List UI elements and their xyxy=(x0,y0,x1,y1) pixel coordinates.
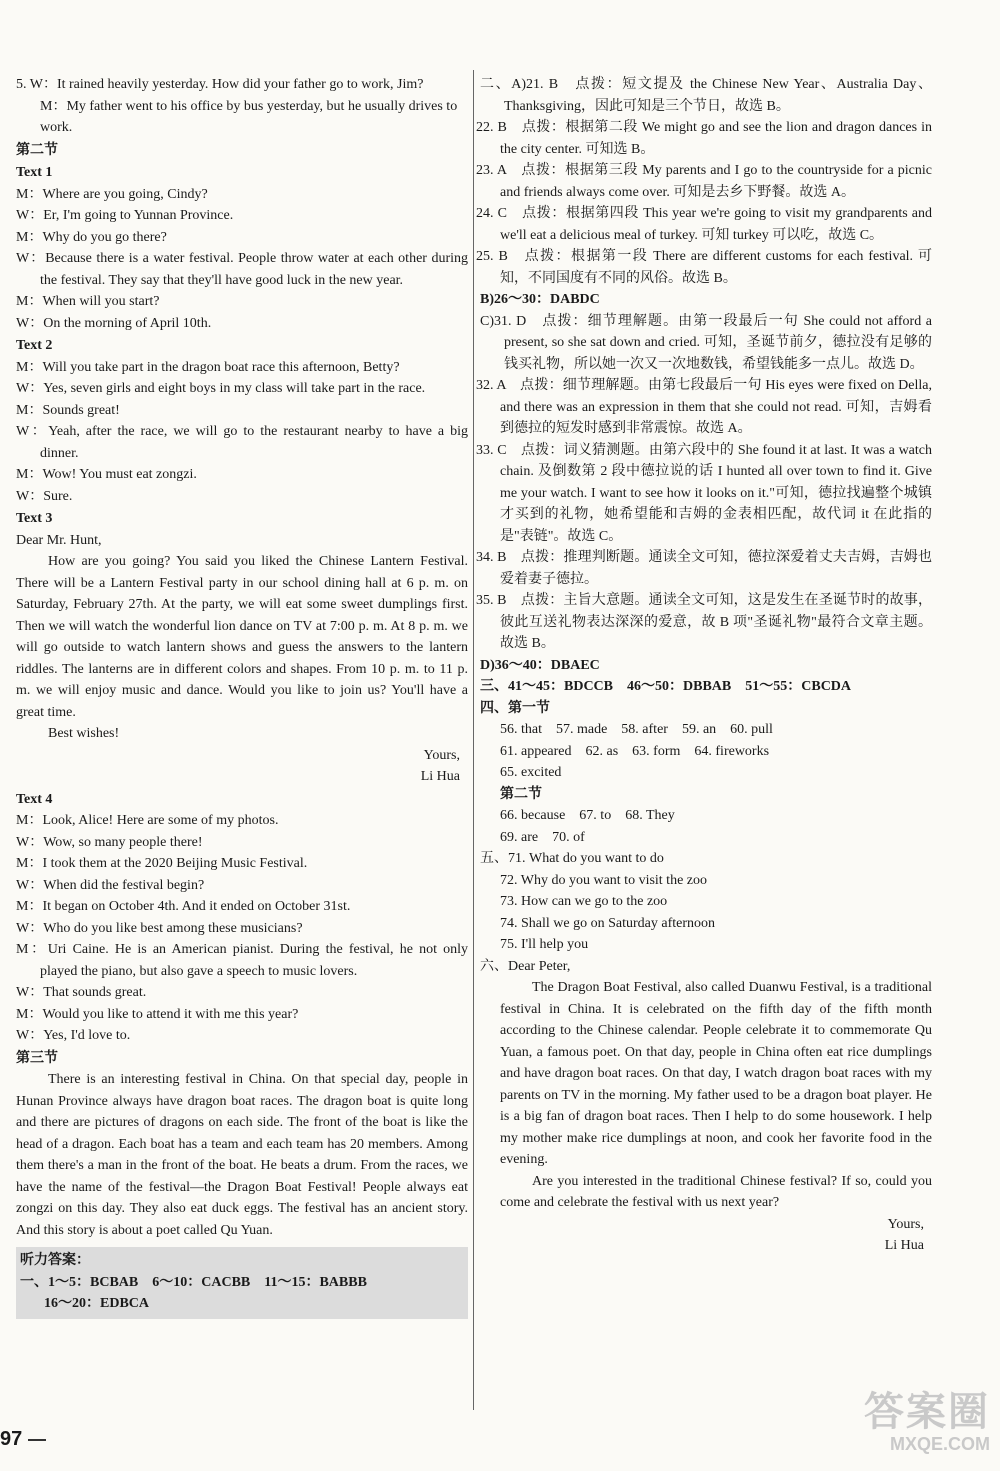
answers-title: 听力答案： xyxy=(20,1253,90,1268)
text1-line: W：Because there is a water festival. People throw water at each other during the festival. They say that they'll have good luck in the new year. xyxy=(16,251,468,288)
page-number: 97 xyxy=(0,1428,46,1451)
text3-closing: Best wishes! xyxy=(48,726,120,741)
section4-row: 65. excited xyxy=(500,765,562,780)
answer-item: 23. A 点拨：根据第三段 My parents and I go to the countryside for a picnic and friends always come over. 可知是去乡下野餐。故选 A。 xyxy=(476,163,932,200)
answer-item: B)26～30：DABDC xyxy=(480,292,600,307)
section5-row: 75. I'll help you xyxy=(500,937,589,952)
left-column xyxy=(16,74,468,1319)
text3-greeting: Dear Mr. Hunt, xyxy=(16,532,102,548)
watermark-logo xyxy=(820,1390,990,1460)
text4-line: M：It began on October 4th. And it ended on October 31st. xyxy=(16,899,351,914)
watermark-url: MXQE.COM xyxy=(889,1434,990,1454)
section6-greeting: 六、Dear Peter, xyxy=(480,958,571,974)
answer-item: 32. A 点拨：细节理解题。由第七段最后一句 His eyes were fixed on Della, and there was an expression in them that she could not read. 可知，吉姆看到德拉的短发时感到非常震惊。故选 A。 xyxy=(476,378,932,436)
text1-title: Text 1 xyxy=(16,165,53,180)
section3-title: 第三节 xyxy=(16,1050,58,1066)
text2-line: W：Yeah, after the race, we will go to the restaurant nearby to have a big dinner. xyxy=(16,424,468,461)
listening-answers-box xyxy=(16,1247,468,1319)
text2-title: Text 2 xyxy=(16,338,53,353)
text2-line: M：Sounds great! xyxy=(16,402,120,418)
section2-title: 第二节 xyxy=(16,142,58,158)
text1-line: M：Where are you going, Cindy? xyxy=(16,186,208,202)
text4-line: W：Who do you like best among these musicians? xyxy=(16,920,303,936)
section4b-row: 69. are 70. of xyxy=(500,829,585,845)
answer-item: 25. B 点拨：根据第一段 There are different customs for each festival. 可知，不同国度有不同的风俗。故选 B。 xyxy=(476,249,932,286)
text1-line: W：Er, I'm going to Yunnan Province. xyxy=(16,208,234,223)
text1-line: M：Why do you go there? xyxy=(16,229,167,245)
text1-line: M：When will you start? xyxy=(16,294,160,309)
column-divider xyxy=(473,70,474,1410)
section5-row: 72. Why do you want to visit the zoo xyxy=(500,872,707,888)
text4-title: Text 4 xyxy=(16,791,53,807)
answer-item: D)36～40：DBAEC xyxy=(480,657,600,673)
section5-row: 74. Shall we go on Saturday afternoon xyxy=(500,915,716,931)
section4-row: 61. appeared 62. as 63. form 64. fireworks xyxy=(500,743,770,759)
text1-line: W：On the morning of April 10th. xyxy=(16,315,212,331)
text4-line: W：That sounds great. xyxy=(16,985,147,1000)
section6-yours: Yours, xyxy=(887,1216,924,1232)
text2-line: M：Will you take part in the dragon boat race this afternoon, Betty? xyxy=(16,359,400,375)
section6-letter xyxy=(480,977,932,1257)
text4-line: M：Would you like to attend it with me this year? xyxy=(16,1006,299,1022)
answers-line-1: 一、1～5：BCBAB 6～10：CACBB 11～15：BABBB xyxy=(20,1274,367,1290)
text4-line: W：Wow, so many people there! xyxy=(16,834,203,850)
text2-line: M：Wow! You must eat zongzi. xyxy=(16,467,197,482)
text3-title: Text 3 xyxy=(16,511,53,526)
text2-line: W：Sure. xyxy=(16,488,73,504)
text3-signature: Li Hua xyxy=(420,769,460,784)
right-column xyxy=(476,74,932,1257)
section6-paragraph-1: The Dragon Boat Festival, also called Duanwu Festival, is a traditional festival in China. It is celebrated on the fifth day of the fifth month according to the Chinese calendar. People celebrate it to commemorate Qu Yuan, a famous poet. On that day, people in China often eat rice dumplings and have dragon boat races. On that day, I watch dragon boat races with my parents on TV in the morning. My father used to be a dragon boat player. He is a big fan of dragon boat races. Then I help to do some housework. I help my mother make rice dumplings at noon, and cook her favorite food in the evening. xyxy=(500,980,932,1167)
section4-row: 56. that 57. made 58. after 59. an 60. pull xyxy=(500,722,773,737)
answer-item: 22. B 点拨：根据第二段 We might go and see the lion and dragon dances in the city center. 可知选 B。 xyxy=(476,120,932,157)
text4-line: M：Look, Alice! Here are some of my photos. xyxy=(16,813,279,828)
answer-item: 34. B 点拨：推理判断题。通读全文可知，德拉深爱着丈夫吉姆，吉姆也爱着妻子德拉。 xyxy=(476,550,932,587)
section5-row: 73. How can we go to the zoo xyxy=(500,894,668,909)
section6-signature: Li Hua xyxy=(884,1238,924,1253)
answers-line-2: 16～20：EDBCA xyxy=(44,1296,150,1311)
answer-item: 33. C 点拨：词义猜测题。由第六段中的 She found it at last. It was a watch chain. 及倒数第 2 段中德拉说的话 I hunted all over town to find it. Give me your watch. I want to see how it looks on it."可知，德拉找遍整个城镇才买到的礼物，她希望能和吉姆的金表相匹配，故代词 it 在此指的是"表链"。故选 C。 xyxy=(476,442,932,544)
q5-woman-line: 5. W：It rained heavily yesterday. How did your father go to work, Jim? xyxy=(16,77,424,92)
section6-paragraph-2: Are you interested in the traditional Chinese festival? If so, could you come and celebrate the festival with us next year? xyxy=(500,1173,932,1210)
section4b-row: 66. because 67. to 68. They xyxy=(500,808,675,823)
text4-line: W：Yes, I'd love to. xyxy=(16,1028,131,1043)
section4b-title: 第二节 xyxy=(500,786,542,802)
answer-item: C)31. D 点拨：细节理解题。由第一段最后一句 She could not afford a present, so she sat down and cried. 可知，圣诞节前夕，德拉没有足够的钱买礼物，所以她一次又一次地数钱，希望钱能多一点儿。故选 D。 xyxy=(480,313,932,372)
answer-item: 二、A)21. B 点拨：短文提及 the Chinese New Year、Australia Day、Thanksgiving，因此可知是三个节日，故选 B。 xyxy=(480,77,932,114)
watermark-logo-text: 答案圈 xyxy=(864,1390,990,1434)
text3-body: How are you going? You said you liked the Chinese Lantern Festival. There will be a Lantern Festival party in our school dining hall at 6 p. m. on Saturday, February 27th. At the party, we will eat some sweet dumplings first. Then we will watch the wonderful lion dance on TV at 7:00 p. m. At 8 p. m. we will go outside to watch lantern shows and guess the answers to the lantern riddles. The lanterns are in different colors and shapes. From 10 p. m. to 11 p. m. we will enjoy music and dance. Would you like to join us? You'll have a great time. xyxy=(16,554,468,720)
section3-body: There is an interesting festival in China. On that special day, people in Hunan Province always have dragon boat races. The dragon boat is quite long and there are pictures of dragons on each side. The front of the boat is like the head of a dragon. Each boat has a team and each team has 20 members. Among them there's a man in the front of the boat. He beats a drum. From the races, we have the name of the festival—the Dragon Boat Festival! People always eat zongzi on this day. They also eat duck eggs. The festival has an ancient story. And this story is about a poet called Qu Yuan. xyxy=(16,1072,468,1238)
text4-line: W：When did the festival begin? xyxy=(16,877,205,893)
q5-man-line: M：My father went to his office by bus yesterday, but he usually drives to work. xyxy=(40,98,458,135)
text4-line: M：I took them at the 2020 Beijing Music Festival. xyxy=(16,856,308,871)
section3-answers: 三、41～45：BDCCB 46～50：DBBAB 51～55：CBCDA xyxy=(480,679,852,694)
section5-first: 五、71. What do you want to do xyxy=(480,851,664,866)
text2-line: W：Yes, seven girls and eight boys in my class will take part in the race. xyxy=(16,381,426,396)
answer-item: 35. B 点拨：主旨大意题。通读全文可知，这是发生在圣诞节时的故事，彼此互送礼物表达深深的爱意，故 B 项"圣诞礼物"最符合文章主题。故选 B。 xyxy=(476,593,932,651)
text4-line: M：Uri Caine. He is an American pianist. During the festival, he not only played the piano, but also gave a speech to music lovers. xyxy=(16,942,468,979)
answer-item: 24. C 点拨：根据第四段 This year we're going to visit my grandparents and we'll eat a delicious meal of turkey. 可知 turkey 可以吃，故选 C。 xyxy=(476,206,932,243)
section4-title: 四、第一节 xyxy=(480,700,550,716)
text3-yours: Yours, xyxy=(423,747,460,763)
